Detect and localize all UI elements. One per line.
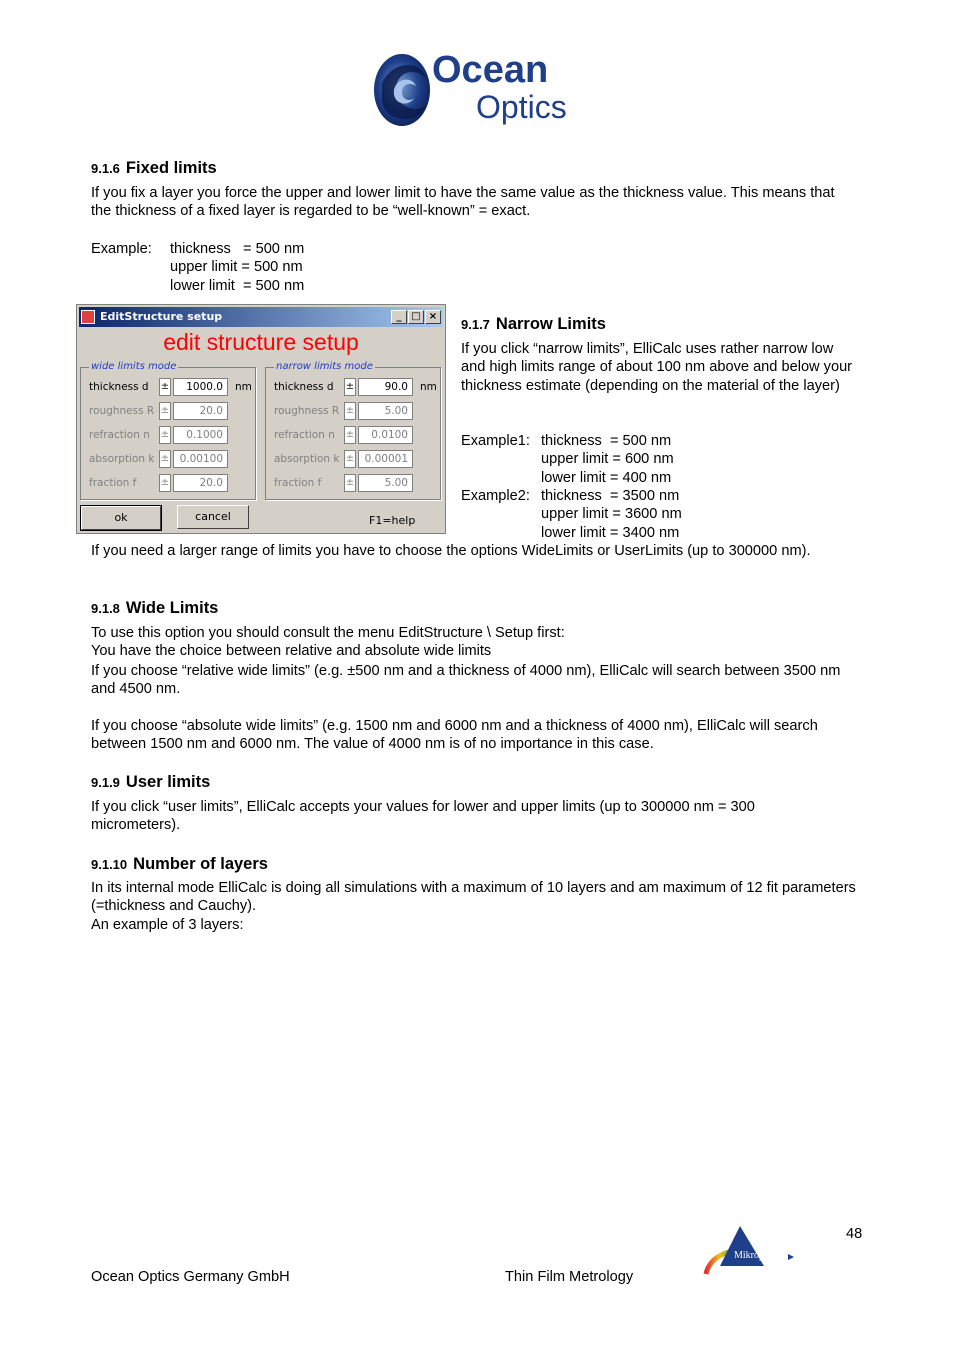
wide-limits-p1: To use this option you should consult the menu EditStructure \ Setup first: bbox=[91, 625, 565, 641]
row-label: refraction n bbox=[274, 429, 335, 441]
example-label: Example: bbox=[91, 241, 152, 257]
footer-topic: Thin Film Metrology bbox=[505, 1269, 634, 1285]
arrow-icon bbox=[788, 1254, 794, 1260]
narrow-row-absorption bbox=[266, 449, 440, 469]
wide-thickness-input[interactable]: 1000.0 bbox=[173, 378, 228, 396]
row-label: refraction n bbox=[89, 429, 150, 441]
narrow-roughness-input[interactable]: 5.00 bbox=[358, 402, 413, 420]
row-label: thickness d bbox=[274, 381, 334, 393]
example1-label: Example1: bbox=[461, 433, 530, 449]
row-label: absorption k bbox=[274, 453, 340, 465]
narrow-fraction-input[interactable]: 5.00 bbox=[358, 474, 413, 492]
mikropack-text: Mikropack bbox=[734, 1250, 778, 1261]
app-icon bbox=[81, 310, 95, 324]
narrow-row-roughness bbox=[266, 401, 440, 421]
row-label: fraction f bbox=[89, 477, 137, 489]
example-line: thickness = 500 nm bbox=[170, 241, 305, 257]
wide-limits-legend: wide limits mode bbox=[91, 361, 177, 372]
wide-refraction-input[interactable]: 0.1000 bbox=[173, 426, 228, 444]
plus-minus-toggle[interactable]: ± bbox=[159, 402, 171, 420]
wave-swirl-icon bbox=[374, 54, 430, 126]
example-line: lower limit = 400 nm bbox=[541, 470, 672, 486]
user-limits-body: If you click “user limits”, ElliCalc accepts your values for lower and upper limits (up to 300000 nm = 300 micrometers). bbox=[91, 799, 755, 834]
number-of-layers-body2: An example of 3 layers: bbox=[91, 917, 244, 933]
fixed-limits-body: If you fix a layer you force the upper and lower limit to have the same value as the thickness value. This means that the thickness of a fixed layer is regarded to be “well-known” = exact. bbox=[91, 185, 835, 220]
example-line: thickness = 3500 nm bbox=[541, 488, 680, 504]
wide-row-thickness bbox=[81, 377, 255, 397]
cancel-button[interactable]: cancel bbox=[177, 505, 249, 529]
plus-minus-toggle[interactable]: ± bbox=[344, 426, 356, 444]
narrow-absorption-input[interactable]: 0.00001 bbox=[358, 450, 413, 468]
plus-minus-toggle[interactable]: ± bbox=[159, 450, 171, 468]
heading-number-of-layers: 9.1.10 Number of layers bbox=[91, 855, 268, 873]
unit-label: nm bbox=[420, 381, 437, 393]
narrow-thickness-input[interactable]: 90.0 bbox=[358, 378, 413, 396]
wide-limits-p3: If you choose “relative wide limits” (e.g. ±500 nm and a thickness of 4000 nm), ElliCalc will search between 3500 nm and 4500 nm. bbox=[91, 663, 841, 698]
heading-narrow-limits: 9.1.7 Narrow Limits bbox=[461, 315, 606, 333]
dialog-titlebar bbox=[79, 307, 443, 327]
example-line: lower limit = 500 nm bbox=[170, 278, 305, 294]
logo-optics: Optics bbox=[476, 89, 567, 125]
example-line: upper limit = 600 nm bbox=[541, 451, 674, 467]
dialog-title: EditStructure setup bbox=[100, 310, 223, 323]
narrow-row-thickness bbox=[266, 377, 440, 397]
wide-row-refraction bbox=[81, 425, 255, 445]
narrow-row-refraction bbox=[266, 425, 440, 445]
edit-structure-dialog bbox=[76, 304, 446, 534]
example-line: lower limit = 3400 nm bbox=[541, 525, 680, 541]
narrow-limits-body: If you click “narrow limits”, ElliCalc uses rather narrow low and high limits range of about 100 nm above and below your thickness estimate (depending on the material of the layer) bbox=[461, 341, 853, 394]
wide-row-roughness bbox=[81, 401, 255, 421]
heading-wide-limits: 9.1.8 Wide Limits bbox=[91, 599, 219, 617]
maximize-icon[interactable]: □ bbox=[408, 310, 424, 324]
example-line: upper limit = 3600 nm bbox=[541, 506, 682, 522]
plus-minus-toggle[interactable]: ± bbox=[159, 378, 171, 396]
row-label: absorption k bbox=[89, 453, 155, 465]
logo-ocean: Ocean bbox=[432, 49, 549, 91]
narrow-limits-legend: narrow limits mode bbox=[276, 361, 373, 372]
mikropack-logo bbox=[700, 1222, 796, 1284]
narrow-row-fraction bbox=[266, 473, 440, 493]
example2-label: Example2: bbox=[461, 488, 530, 504]
row-label: fraction f bbox=[274, 477, 322, 489]
narrow-limits-after: If you need a larger range of limits you have to choose the options WideLimits or UserLimits (up to 300000 nm). bbox=[91, 543, 811, 559]
row-label: roughness R bbox=[274, 405, 340, 417]
number-of-layers-body: In its internal mode ElliCalc is doing all simulations with a maximum of 10 layers and am maximum of 12 fit parameters (=thickness and Cauchy). bbox=[91, 880, 856, 915]
wide-limits-p2: You have the choice between relative and absolute wide limits bbox=[91, 643, 492, 659]
heading-fixed-limits: 9.1.6 Fixed limits bbox=[91, 159, 217, 177]
footer-company: Ocean Optics Germany GmbH bbox=[91, 1269, 290, 1285]
minimize-icon[interactable]: _ bbox=[391, 310, 407, 324]
plus-minus-toggle[interactable]: ± bbox=[344, 474, 356, 492]
plus-minus-toggle[interactable]: ± bbox=[344, 402, 356, 420]
close-icon[interactable]: × bbox=[425, 310, 441, 324]
row-label: roughness R bbox=[89, 405, 155, 417]
unit-label: nm bbox=[235, 381, 252, 393]
narrow-refraction-input[interactable]: 0.0100 bbox=[358, 426, 413, 444]
ocean-optics-logo bbox=[372, 44, 594, 130]
page-number: 48 bbox=[846, 1226, 863, 1242]
wide-absorption-input[interactable]: 0.00100 bbox=[173, 450, 228, 468]
help-hint: F1=help bbox=[369, 514, 416, 527]
narrow-limits-group bbox=[265, 361, 441, 500]
plus-minus-toggle[interactable]: ± bbox=[344, 450, 356, 468]
dialog-banner: edit structure setup bbox=[163, 329, 359, 355]
wide-row-fraction bbox=[81, 473, 255, 493]
ok-button[interactable]: ok bbox=[81, 506, 161, 530]
heading-user-limits: 9.1.9 User limits bbox=[91, 773, 211, 791]
wide-limits-group bbox=[80, 361, 256, 500]
plus-minus-toggle[interactable]: ± bbox=[344, 378, 356, 396]
row-label: thickness d bbox=[89, 381, 149, 393]
plus-minus-toggle[interactable]: ± bbox=[159, 474, 171, 492]
wide-fraction-input[interactable]: 20.0 bbox=[173, 474, 228, 492]
wide-roughness-input[interactable]: 20.0 bbox=[173, 402, 228, 420]
wide-row-absorption bbox=[81, 449, 255, 469]
wide-limits-p4: If you choose “absolute wide limits” (e.g. 1500 nm and 6000 nm and a thickness of 4000 nm), ElliCalc will search between 1500 nm and 6000 nm. The value of 4000 nm is of no importance in this case. bbox=[91, 718, 818, 753]
example-line: upper limit = 500 nm bbox=[170, 259, 303, 275]
example-line: thickness = 500 nm bbox=[541, 433, 672, 449]
plus-minus-toggle[interactable]: ± bbox=[159, 426, 171, 444]
